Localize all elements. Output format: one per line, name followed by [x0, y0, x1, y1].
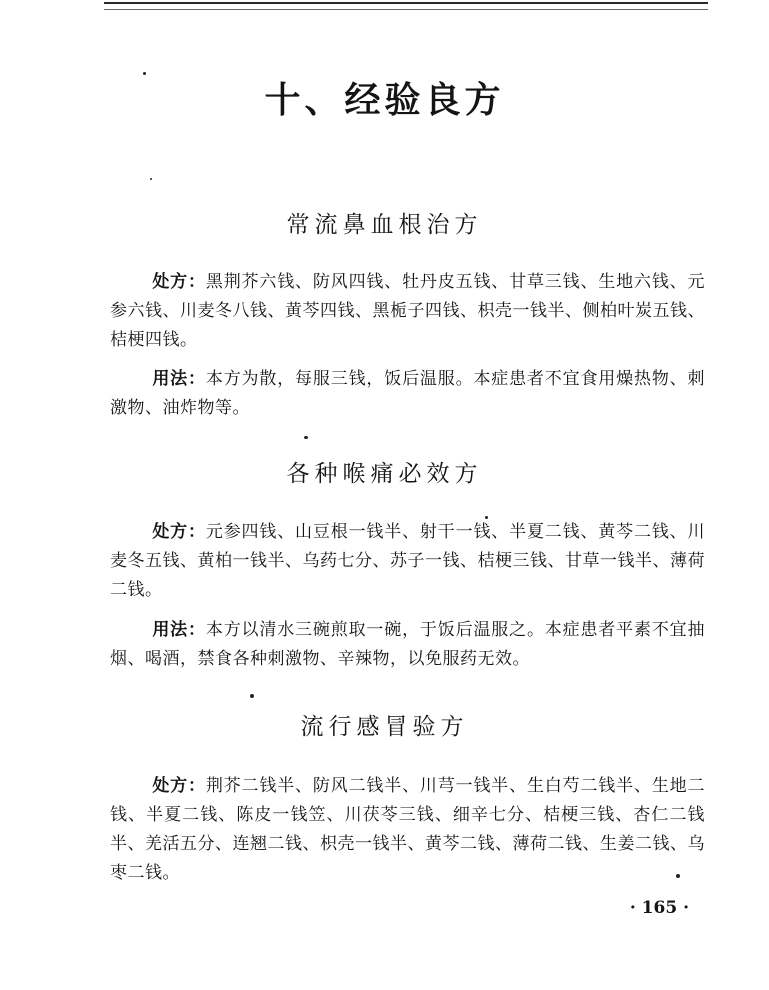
page-number: · 165 ·	[629, 898, 689, 918]
scan-speck	[304, 436, 308, 439]
scan-speck	[150, 178, 152, 180]
scan-speck	[250, 694, 254, 698]
chapter-title: 十、经验良方	[264, 79, 505, 121]
usage-text: 本方以清水三碗煎取一碗，于饭后温服之。本症患者平素不宜抽烟、喝酒，禁食各种刺激物、辛辣物，以免服药无效。	[110, 620, 706, 669]
usage-text: 本方为散，每服三钱，饭后温服。本症患者不宜食用燥热物、刺激物、油炸物等。	[110, 369, 706, 418]
prescription-label: 处方：	[152, 272, 206, 292]
usage-label: 用法：	[152, 620, 206, 640]
scan-speck	[485, 516, 488, 519]
section-title-influenza: 流行感冒验方	[300, 714, 469, 740]
prescription-paragraph-sore-throat	[110, 518, 705, 605]
scan-speck	[676, 874, 680, 878]
prescription-text: 元参四钱、山豆根一钱半、射干一钱、半夏二钱、黄芩二钱、川麦冬五钱、黄柏一钱半、乌药七分、苏子一钱、桔梗三钱、甘草一钱半、薄荷二钱。	[110, 522, 706, 600]
usage-label: 用法：	[152, 369, 206, 389]
usage-paragraph-nosebleed	[110, 365, 705, 423]
prescription-label: 处方：	[152, 522, 206, 542]
prescription-text: 荆芥二钱半、防风二钱半、川芎一钱半、生白芍二钱半、生地二钱、半夏二钱、陈皮一钱笠、川茯苓三钱、细辛七分、桔梗三钱、杏仁二钱半、羌活五分、连翘二钱、枳壳一钱半、黄芩二钱、薄荷二钱、生姜二钱、乌枣二钱。	[110, 776, 706, 883]
section-title-sore-throat: 各种喉痛必效方	[286, 461, 483, 487]
prescription-text: 黑荆芥六钱、防风四钱、牡丹皮五钱、甘草三钱、生地六钱、元参六钱、川麦冬八钱、黄芩四钱、黑栀子四钱、枳壳一钱半、侧柏叶炭五钱、桔梗四钱。	[110, 272, 706, 350]
usage-paragraph-sore-throat	[110, 616, 705, 674]
prescription-paragraph-influenza	[110, 772, 705, 888]
prescription-label: 处方：	[152, 776, 206, 796]
top-border-rule	[104, 2, 708, 10]
scan-speck	[143, 72, 146, 75]
section-title-nosebleed: 常流鼻血根治方	[286, 212, 483, 238]
prescription-paragraph-nosebleed	[110, 268, 705, 355]
